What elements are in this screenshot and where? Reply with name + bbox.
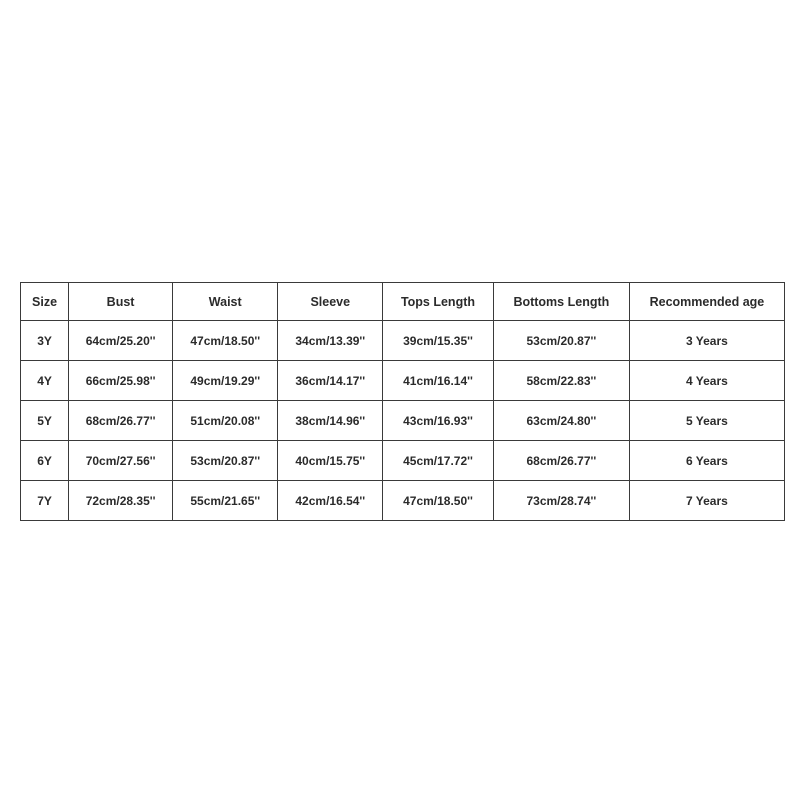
column-header-bust: Bust (69, 283, 173, 321)
cell-waist: 51cm/20.08'' (173, 401, 278, 441)
cell-waist: 47cm/18.50'' (173, 321, 278, 361)
cell-bottoms-length: 68cm/26.77'' (493, 441, 629, 481)
cell-sleeve: 40cm/15.75'' (278, 441, 383, 481)
cell-recommended-age: 3 Years (629, 321, 784, 361)
cell-tops-length: 41cm/16.14'' (383, 361, 494, 401)
cell-bust: 70cm/27.56'' (69, 441, 173, 481)
table-row (21, 481, 785, 521)
cell-waist: 49cm/19.29'' (173, 361, 278, 401)
cell-recommended-age: 4 Years (629, 361, 784, 401)
cell-size: 6Y (21, 441, 69, 481)
column-header-sleeve: Sleeve (278, 283, 383, 321)
cell-bust: 66cm/25.98'' (69, 361, 173, 401)
cell-bust: 64cm/25.20'' (69, 321, 173, 361)
column-header-tops-length: Tops Length (383, 283, 494, 321)
cell-bust: 72cm/28.35'' (69, 481, 173, 521)
column-header-size: Size (21, 283, 69, 321)
cell-size: 5Y (21, 401, 69, 441)
cell-tops-length: 39cm/15.35'' (383, 321, 494, 361)
table-row (21, 321, 785, 361)
table-row (21, 401, 785, 441)
column-header-bottoms-length: Bottoms Length (493, 283, 629, 321)
cell-sleeve: 34cm/13.39'' (278, 321, 383, 361)
table-row (21, 441, 785, 481)
cell-size: 4Y (21, 361, 69, 401)
cell-tops-length: 45cm/17.72'' (383, 441, 494, 481)
cell-recommended-age: 7 Years (629, 481, 784, 521)
cell-size: 7Y (21, 481, 69, 521)
cell-bottoms-length: 73cm/28.74'' (493, 481, 629, 521)
cell-sleeve: 36cm/14.17'' (278, 361, 383, 401)
column-header-waist: Waist (173, 283, 278, 321)
cell-sleeve: 38cm/14.96'' (278, 401, 383, 441)
size-chart-container (20, 282, 785, 521)
cell-tops-length: 47cm/18.50'' (383, 481, 494, 521)
cell-waist: 53cm/20.87'' (173, 441, 278, 481)
cell-bottoms-length: 63cm/24.80'' (493, 401, 629, 441)
size-chart-table (20, 282, 785, 521)
cell-size: 3Y (21, 321, 69, 361)
cell-sleeve: 42cm/16.54'' (278, 481, 383, 521)
cell-recommended-age: 5 Years (629, 401, 784, 441)
header-row (21, 283, 785, 321)
table-row (21, 361, 785, 401)
cell-waist: 55cm/21.65'' (173, 481, 278, 521)
cell-bottoms-length: 53cm/20.87'' (493, 321, 629, 361)
cell-bottoms-length: 58cm/22.83'' (493, 361, 629, 401)
cell-recommended-age: 6 Years (629, 441, 784, 481)
cell-tops-length: 43cm/16.93'' (383, 401, 494, 441)
column-header-recommended-age: Recommended age (629, 283, 784, 321)
cell-bust: 68cm/26.77'' (69, 401, 173, 441)
